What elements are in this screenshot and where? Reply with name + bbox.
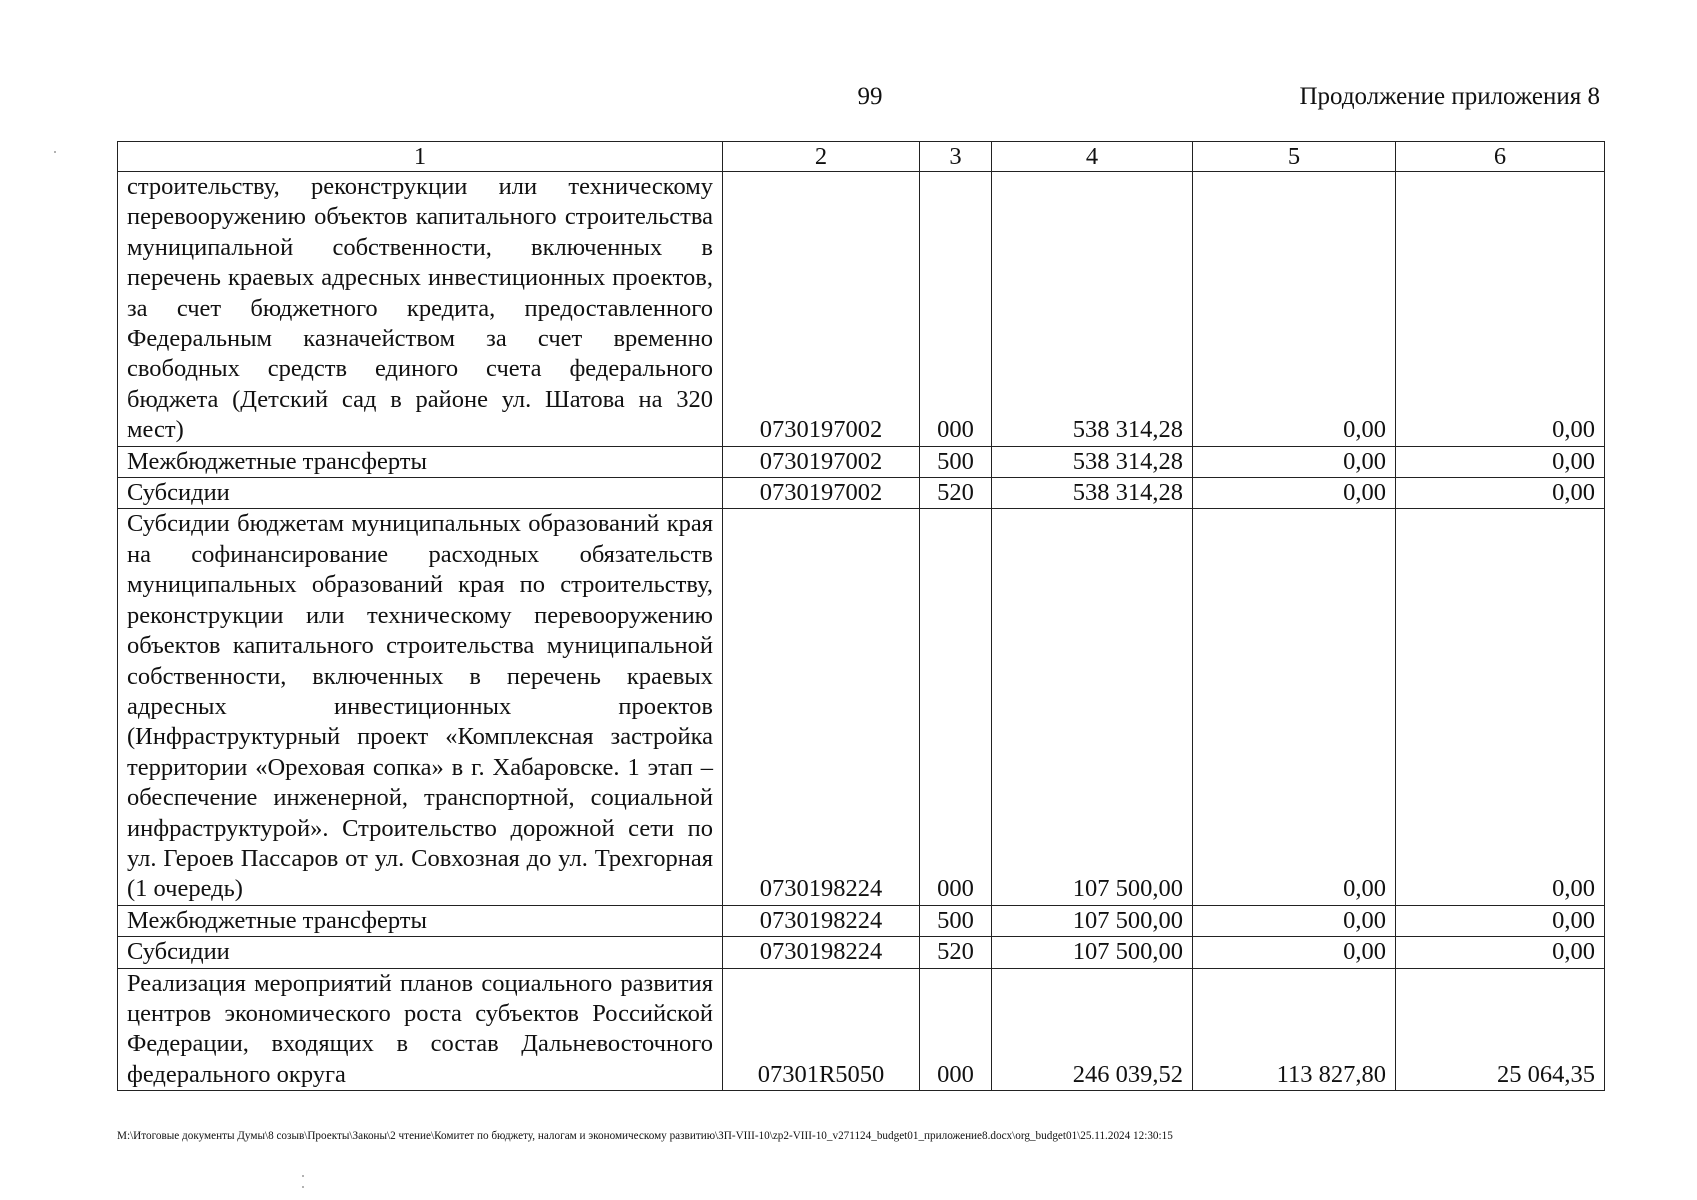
- row-amount-col4: 538 314,28: [992, 172, 1193, 447]
- column-header-5: 5: [1193, 142, 1396, 172]
- row-amount-col6: 0,00: [1396, 172, 1605, 447]
- column-header-4: 4: [992, 142, 1193, 172]
- row-amount-col4: 538 314,28: [992, 478, 1193, 509]
- row-description: Субсидии: [118, 478, 723, 509]
- row-description: Межбюджетные трансферты: [118, 905, 723, 936]
- appendix-title: Продолжение приложения 8: [1299, 83, 1600, 110]
- table-row: [118, 509, 1605, 905]
- row-amount-col6: 0,00: [1396, 478, 1605, 509]
- row-expense-kind: 000: [920, 509, 992, 905]
- row-description: Субсидии: [118, 937, 723, 968]
- scan-speck: [302, 1175, 304, 1177]
- column-header-1: 1: [118, 142, 723, 172]
- row-expense-kind: 500: [920, 905, 992, 936]
- table-row: [118, 446, 1605, 477]
- row-description: Реализация мероприятий планов социального развития центров экономического роста субъектов Российской Федерации, входящих в состав Дальневосточного федерального округа: [118, 968, 723, 1091]
- row-expense-kind: 520: [920, 937, 992, 968]
- row-amount-col5: 0,00: [1193, 509, 1396, 905]
- table-row: [118, 968, 1605, 1091]
- row-amount-col5: 0,00: [1193, 478, 1396, 509]
- scan-speck: [54, 151, 56, 153]
- table-body: [118, 172, 1605, 1091]
- row-target-code: 0730197002: [723, 478, 920, 509]
- row-target-code: 0730197002: [723, 446, 920, 477]
- row-amount-col4: 246 039,52: [992, 968, 1193, 1091]
- table-row: [118, 905, 1605, 936]
- row-amount-col4: 107 500,00: [992, 905, 1193, 936]
- budget-table: [117, 141, 1605, 1091]
- row-target-code: 0730198224: [723, 509, 920, 905]
- row-amount-col5: 0,00: [1193, 937, 1396, 968]
- column-header-3: 3: [920, 142, 992, 172]
- column-header-6: 6: [1396, 142, 1605, 172]
- row-description: строительству, реконструкции или техническому перевооружению объектов капитального строительства муниципальной собственности, включенных в перечень краевых адресных инвестиционных проектов, за счет бюджетного кредита, предоставленного Федеральным казначейством за счет временно свободных средств единого счета федерального бюджета (Детский сад в районе ул. Шатова на 320 мест): [118, 172, 723, 447]
- row-target-code: 0730198224: [723, 905, 920, 936]
- row-expense-kind: 000: [920, 968, 992, 1091]
- row-target-code: 0730197002: [723, 172, 920, 447]
- row-amount-col4: 538 314,28: [992, 446, 1193, 477]
- row-amount-col4: 107 500,00: [992, 509, 1193, 905]
- row-description: Межбюджетные трансферты: [118, 446, 723, 477]
- row-expense-kind: 520: [920, 478, 992, 509]
- row-target-code: 07301R5050: [723, 968, 920, 1091]
- table-row: [118, 478, 1605, 509]
- row-expense-kind: 500: [920, 446, 992, 477]
- row-amount-col6: 0,00: [1396, 905, 1605, 936]
- row-target-code: 0730198224: [723, 937, 920, 968]
- row-amount-col4: 107 500,00: [992, 937, 1193, 968]
- page-number: 99: [857, 83, 883, 110]
- table-header: [118, 142, 1605, 172]
- row-description: Субсидии бюджетам муниципальных образований края на софинансирование расходных обязательств муниципальных образований края по строительству, реконструкции или техническому перевооружению объектов капитального строительства муниципальной собственности, включенных в перечень краевых адресных инвестиционных проектов (Инфраструктурный проект «Комплексная застройка территории «Ореховая сопка» в г. Хабаровске. 1 этап – обеспечение инженерной, транспортной, социальной инфраструктурой». Строительство дорожной сети по ул. Героев Пассаров от ул. Совхозная до ул. Трехгорная (1 очередь): [118, 509, 723, 905]
- row-amount-col5: 113 827,80: [1193, 968, 1396, 1091]
- row-amount-col6: 0,00: [1396, 509, 1605, 905]
- row-expense-kind: 000: [920, 172, 992, 447]
- row-amount-col5: 0,00: [1193, 172, 1396, 447]
- row-amount-col5: 0,00: [1193, 446, 1396, 477]
- table-row: [118, 172, 1605, 447]
- table-row: [118, 937, 1605, 968]
- row-amount-col6: 0,00: [1396, 937, 1605, 968]
- row-amount-col6: 0,00: [1396, 446, 1605, 477]
- row-amount-col5: 0,00: [1193, 905, 1396, 936]
- document-path-footer: M:\Итоговые документы Думы\8 созыв\Проекты\Законы\2 чтение\Комитет по бюджету, налогам и экономическому развитию\ЗП-VIII-10\zp2-VIII-10_v271124_budget01_приложение8.docx\org_budget01\25.11.2024 12:30:15: [117, 1130, 1173, 1142]
- row-amount-col6: 25 064,35: [1396, 968, 1605, 1091]
- column-number-row: [118, 142, 1605, 172]
- column-header-2: 2: [723, 142, 920, 172]
- scan-speck: [302, 1186, 304, 1188]
